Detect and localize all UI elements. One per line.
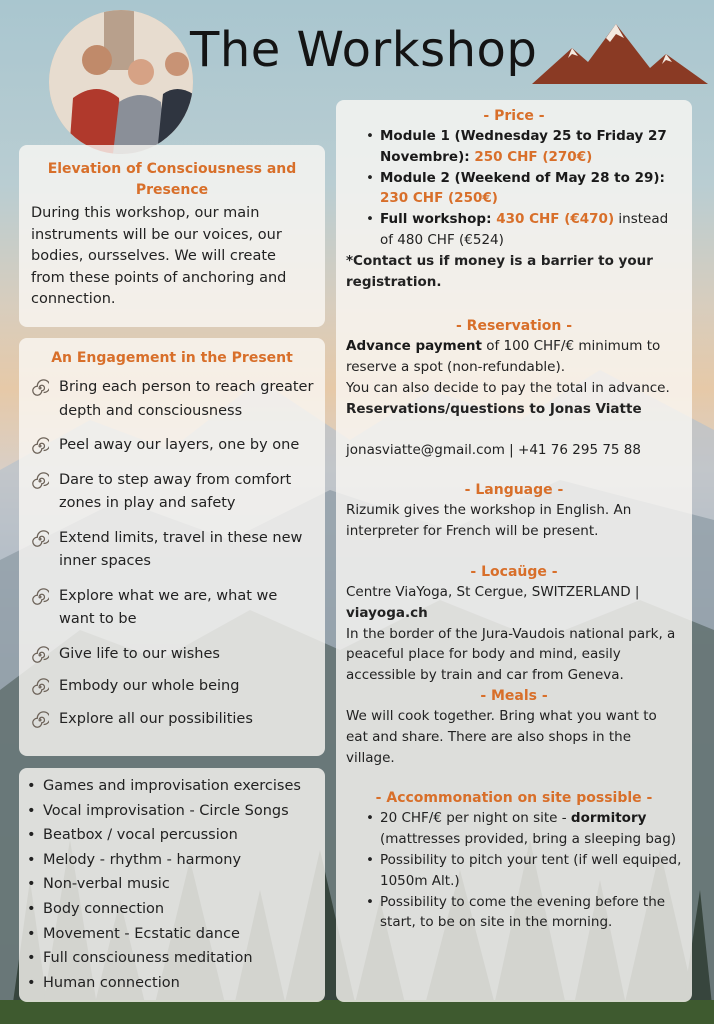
advance-payment-label: Advance payment [346,338,482,355]
spiral-icon [31,437,49,455]
module1-price: 250 CHF (270€) [474,148,593,165]
list-item [29,708,315,732]
full-price-rest: instead of 480 CHF (€524) [380,211,669,248]
module2-price: 230 CHF (250€) [380,190,498,207]
activities-panel [19,768,325,1002]
list-item: • Movement - Ecstatic dance [25,922,319,947]
price-list [346,126,682,251]
accommodation-list [346,808,682,933]
info-panel [336,100,692,1002]
location-text: In the border of the Jura-Vaudois national park, a peaceful place for body and mind, easily accessible by train and car from Geneva. [346,625,676,684]
full-price: 430 CHF (€470) [496,211,615,228]
list-item: • Full consciouness meditation [25,946,319,971]
reservation-title: - Reservation - [455,318,573,335]
mountain-logo-icon [532,24,708,86]
spiral-icon [31,472,49,490]
reservation-contact: Reservations/questions to Jonas Viatte [346,400,642,417]
list-item [29,675,315,699]
list-item [366,126,682,168]
activities-list [25,774,319,995]
full-label: Full workshop: [380,211,497,228]
accommodation-title: - Accommonation on site possible - [375,790,653,807]
contact-email-phone[interactable]: jonasviatte@gmail.com | +41 76 295 75 88 [346,441,641,458]
engagement-item-text: Explore all our possibilities [59,710,253,727]
list-item [29,376,315,423]
list-item [29,469,315,516]
location-place: Centre ViaYoga, St Cergue, SWITZERLAND | [346,583,640,600]
list-item: • Melody - rhythm - harmony [25,848,319,873]
intro-panel [19,145,325,327]
engagement-item-text: Bring each person to reach greater depth and consciousness [59,379,314,419]
engagement-list [29,376,315,731]
list-item: • Body connection [25,897,319,922]
list-item: • Games and improvisation exercises [25,774,319,799]
list-item: • Non-verbal music [25,872,319,897]
location-website-link[interactable]: viayoga.ch [346,604,428,621]
language-title: - Language - [464,482,564,499]
price-note: *Contact us if money is a barrier to your registration. [346,252,653,290]
accommodation-details: (mattresses provided, bring a sleeping bag) [380,831,677,848]
meals-title: - Meals - [480,687,548,704]
list-item [29,434,315,458]
accommodation-dormitory: dormitory [570,810,647,827]
page-title: The Workshop [190,22,538,78]
spiral-icon [31,530,49,548]
list-item [366,808,682,850]
spiral-icon [31,646,49,664]
reservation-text [346,336,682,378]
spiral-icon [31,711,49,729]
module1-label: Module 1 (Wednesday 25 to Friday 27 Novembre): [380,128,667,165]
list-item [366,209,682,251]
list-item [366,168,682,210]
engagement-title: An Engagement in the Present [51,350,293,366]
list-item [29,643,315,667]
spiral-icon [31,678,49,696]
engagement-item-text: Give life to our wishes [59,645,220,662]
engagement-item-text: Explore what we are, what we want to be [59,587,278,627]
price-title: - Price - [483,108,545,124]
list-item [29,585,315,632]
advance-payment-text: of 100 CHF/€ minimum to reserve a spot (non-refundable). [346,338,661,376]
list-item: • Possibility to come the evening before the start, to be on site in the morning. [366,892,682,934]
location-title: - Locaüge - [470,563,558,580]
meals-text: We will cook together. Bring what you want to eat and share. There are also shops in the village. [346,707,657,766]
engagement-item-text: Embody our whole being [59,678,240,694]
accommodation-price: 20 CHF/€ per night on site - [380,810,571,827]
reservation-total-text: You can also decide to pay the total in advance. [346,379,670,396]
engagement-item-text: Dare to step away from comfort zones in play and safety [59,471,292,511]
intro-text: During this workshop, our main instruments will be our voices, our bodies, oursselves. We will create from these points of anchoring and connection. [31,205,287,307]
list-item: • Beatbox / vocal percussion [25,823,319,848]
list-item: • Human connection [25,971,319,996]
list-item [29,527,315,574]
intro-title: Elevation of Consciousness and Presence [47,161,297,198]
list-item: • Possibility to pitch your tent (if well equiped, 1050m Alt.) [366,850,682,892]
spiral-icon [31,379,49,397]
spiral-icon [31,588,49,606]
engagement-panel [19,338,325,756]
workshop-photo-image [49,10,193,154]
workshop-photo [49,10,193,154]
engagement-item-text: Extend limits, travel in these new inner spaces [59,529,303,569]
language-text: Rizumik gives the workshop in English. An interpreter for French will be present. [346,502,632,540]
engagement-item-text: Peel away our layers, one by one [59,437,300,453]
module2-label: Module 2 (Weekend of May 28 to 29): [380,169,665,186]
list-item: • Vocal improvisation - Circle Songs [25,799,319,824]
